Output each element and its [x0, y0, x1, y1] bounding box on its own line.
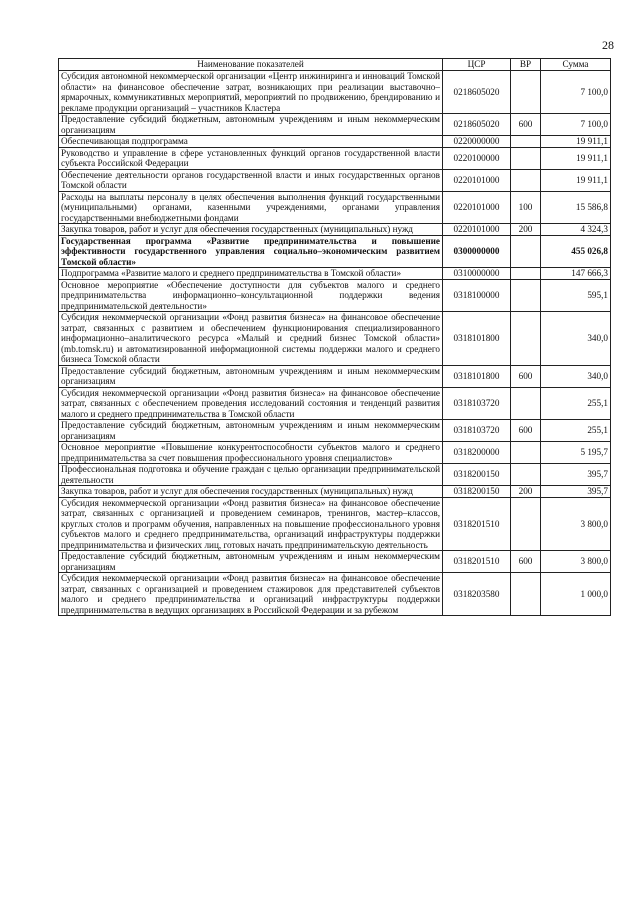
header-name: Наименование показателей: [59, 59, 443, 71]
row-sum-cell: 4 324,3: [541, 224, 611, 236]
row-csr-cell: 0218605020: [443, 114, 511, 136]
row-name-cell: Обеспечение деятельности органов государственной власти и иных государственных органов Томской области: [59, 169, 443, 191]
row-csr-cell: 0318101800: [443, 312, 511, 366]
row-csr-cell: 0318200000: [443, 442, 511, 464]
row-name-cell: Основное мероприятие «Повышение конкурентоспособности субъектов малого и среднего предпринимательства за счет повышения профессионального уровня специалистов»: [59, 442, 443, 464]
table-row: [59, 365, 611, 387]
table-row: [59, 191, 611, 224]
row-sum-cell: 7 100,0: [541, 71, 611, 114]
row-sum-cell: 395,7: [541, 464, 611, 486]
row-vr-cell: 200: [511, 486, 541, 498]
row-vr-cell: [511, 71, 541, 114]
row-csr-cell: 0300000000: [443, 235, 511, 268]
table-header-row: [59, 59, 611, 71]
row-name-cell: Руководство и управление в сфере установленных функций органов государственной власти субъекта Российской Федерации: [59, 147, 443, 169]
table-row: [59, 312, 611, 366]
row-sum-cell: 595,1: [541, 279, 611, 312]
budget-table: [58, 58, 611, 616]
table-row: [59, 268, 611, 280]
row-vr-cell: [511, 169, 541, 191]
row-sum-cell: 7 100,0: [541, 114, 611, 136]
row-csr-cell: 0220101000: [443, 191, 511, 224]
row-csr-cell: 0218605020: [443, 71, 511, 114]
row-sum-cell: 5 195,7: [541, 442, 611, 464]
row-vr-cell: 600: [511, 114, 541, 136]
row-name-cell: Государственная программа «Развитие предпринимательства и повышение эффективности государственного управления социально–экономическим развитием Томской области»: [59, 235, 443, 268]
table-row: [59, 71, 611, 114]
row-name-cell: Субсидия некоммерческой организации «Фонд развития бизнеса» на финансовое обеспечение затрат, связанных с организацией и проведением семинаров, тренингов, мастер–классов, круглых столов и программ обучения, направленных на повышение профессионального уровня субъектов малого и среднего предпринимательства, организаций инфраструктуры поддержки предпринимательства и физических лиц, готовых начать предпринимательскую деятельность: [59, 497, 443, 551]
table-row: [59, 497, 611, 551]
row-csr-cell: 0318201510: [443, 551, 511, 573]
row-name-cell: Субсидия автономной некоммерческой организации «Центр инжиниринга и инноваций Томской области» на финансовое обеспечение затрат, возникающих при реализации выставочно–ярмарочных, коммуникативных мероприятий, мероприятий по продвижению, брендированию и рекламе продукции организаций – участников Кластера: [59, 71, 443, 114]
row-sum-cell: 340,0: [541, 365, 611, 387]
row-csr-cell: 0318103720: [443, 420, 511, 442]
row-vr-cell: [511, 235, 541, 268]
table-row: [59, 147, 611, 169]
header-sum: Сумма: [541, 59, 611, 71]
row-sum-cell: 3 800,0: [541, 551, 611, 573]
row-vr-cell: 600: [511, 551, 541, 573]
row-name-cell: Субсидия некоммерческой организации «Фонд развития бизнеса» на финансовое обеспечение затрат, связанных с развитием и обеспечением функционирования специализированного информационно–аналитического ресурса «Малый и средний бизнес Томской области» (mb.tomsk.ru) и автоматизированной информационной системы поддержки малого и среднего бизнеса Томской области: [59, 312, 443, 366]
row-vr-cell: [511, 279, 541, 312]
header-csr: ЦСР: [443, 59, 511, 71]
row-vr-cell: [511, 268, 541, 280]
row-csr-cell: 0318103720: [443, 387, 511, 420]
row-csr-cell: 0318100000: [443, 279, 511, 312]
row-name-cell: Предоставление субсидий бюджетным, автономным учреждениям и иным некоммерческим организациям: [59, 551, 443, 573]
table-row: [59, 420, 611, 442]
row-name-cell: Предоставление субсидий бюджетным, автономным учреждениям и иным некоммерческим организациям: [59, 365, 443, 387]
row-name-cell: Предоставление субсидий бюджетным, автономным учреждениям и иным некоммерческим организациям: [59, 114, 443, 136]
row-sum-cell: 147 666,3: [541, 268, 611, 280]
row-sum-cell: 19 911,1: [541, 147, 611, 169]
row-sum-cell: 255,1: [541, 420, 611, 442]
row-csr-cell: 0318200150: [443, 464, 511, 486]
row-sum-cell: 455 026,8: [541, 235, 611, 268]
row-csr-cell: 0220101000: [443, 224, 511, 236]
row-sum-cell: 15 586,8: [541, 191, 611, 224]
row-name-cell: Закупка товаров, работ и услуг для обеспечения государственных (муниципальных) нужд: [59, 224, 443, 236]
row-csr-cell: 0318203580: [443, 573, 511, 616]
table-body: [59, 71, 611, 616]
row-sum-cell: 19 911,1: [541, 136, 611, 148]
row-vr-cell: [511, 464, 541, 486]
table-row: [59, 279, 611, 312]
row-name-cell: Профессиональная подготовка и обучение граждан с целью организации предпринимательской деятельности: [59, 464, 443, 486]
table-row: [59, 573, 611, 616]
table-row: [59, 235, 611, 268]
row-name-cell: Обеспечивающая подпрограмма: [59, 136, 443, 148]
row-sum-cell: 255,1: [541, 387, 611, 420]
table-row: [59, 442, 611, 464]
row-vr-cell: [511, 147, 541, 169]
row-name-cell: Основное мероприятие «Обеспечение доступности для субъектов малого и среднего предпринимательства информационно–консультационной поддержки ведения предпринимательской деятельности»: [59, 279, 443, 312]
row-vr-cell: 200: [511, 224, 541, 236]
row-vr-cell: [511, 136, 541, 148]
table-row: [59, 551, 611, 573]
row-name-cell: Предоставление субсидий бюджетным, автономным учреждениям и иным некоммерческим организациям: [59, 420, 443, 442]
row-name-cell: Подпрограмма «Развитие малого и среднего предпринимательства в Томской области»: [59, 268, 443, 280]
table-row: [59, 464, 611, 486]
row-sum-cell: 395,7: [541, 486, 611, 498]
row-vr-cell: [511, 312, 541, 366]
row-name-cell: Расходы на выплаты персоналу в целях обеспечения выполнения функций государственными (муниципальными) органами, казенными учреждениями, органами управления государственными внебюджетными фондами: [59, 191, 443, 224]
row-csr-cell: 0310000000: [443, 268, 511, 280]
row-vr-cell: [511, 573, 541, 616]
row-sum-cell: 3 800,0: [541, 497, 611, 551]
row-csr-cell: 0220000000: [443, 136, 511, 148]
row-vr-cell: [511, 497, 541, 551]
row-csr-cell: 0318101800: [443, 365, 511, 387]
table-row: [59, 224, 611, 236]
row-name-cell: Субсидия некоммерческой организации «Фонд развития бизнеса» на финансовое обеспечение затрат, связанных с организацией и проведением стажировок для представителей субъектов малого и среднего предпринимательства и организаций инфраструктуры поддержки предпринимательства в ведущих организациях в Российской Федерации и за рубежом: [59, 573, 443, 616]
row-name-cell: Субсидия некоммерческой организации «Фонд развития бизнеса» на финансовое обеспечение затрат, связанных с обеспечением проведения исследований состояния и тенденций развития малого и среднего предпринимательства в Томской области: [59, 387, 443, 420]
row-vr-cell: [511, 387, 541, 420]
row-csr-cell: 0318201510: [443, 497, 511, 551]
table-row: [59, 169, 611, 191]
row-vr-cell: 100: [511, 191, 541, 224]
row-vr-cell: 600: [511, 365, 541, 387]
row-vr-cell: 600: [511, 420, 541, 442]
table-row: [59, 136, 611, 148]
header-vr: ВР: [511, 59, 541, 71]
row-sum-cell: 19 911,1: [541, 169, 611, 191]
page-number: 28: [602, 38, 614, 52]
table-row: [59, 387, 611, 420]
table-row: [59, 114, 611, 136]
row-csr-cell: 0318200150: [443, 486, 511, 498]
table-row: [59, 486, 611, 498]
row-csr-cell: 0220101000: [443, 169, 511, 191]
row-vr-cell: [511, 442, 541, 464]
row-name-cell: Закупка товаров, работ и услуг для обеспечения государственных (муниципальных) нужд: [59, 486, 443, 498]
row-sum-cell: 1 000,0: [541, 573, 611, 616]
row-csr-cell: 0220100000: [443, 147, 511, 169]
row-sum-cell: 340,0: [541, 312, 611, 366]
